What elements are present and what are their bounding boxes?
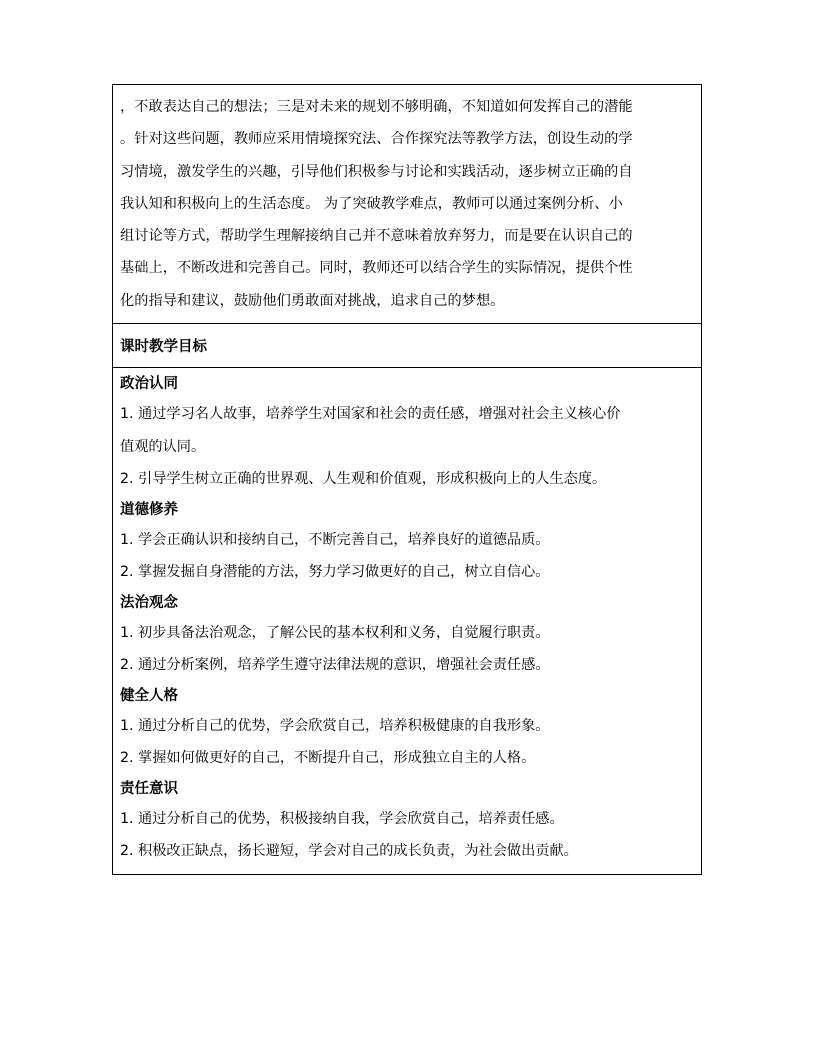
goal-item: 2. 引导学生树立正确的世界观、人生观和价值观，形成积极向上的人生态度。: [120, 471, 607, 488]
section-title: 道德修养: [120, 501, 178, 518]
goal-item: 2. 掌握如何做更好的自己，不断提升自己，形成独立自主的人格。: [120, 750, 536, 767]
teaching-difficulty-cell: [113, 85, 701, 324]
paragraph-line: ，不敢表达自己的想法；三是对未来的规划不够明确，不知道如何发挥自己的潜能: [120, 99, 633, 115]
paragraph-line: 我认知和积极向上的生活态度。 为了突破教学难点，教师可以通过案例分析、小: [120, 195, 623, 212]
goal-item: 1. 通过学习名人故事，培养学生对国家和社会的责任感，增强对社会主义核心价: [120, 406, 621, 423]
goal-item: 2. 掌握发掘自身潜能的方法，努力学习做更好的自己，树立自信心。: [120, 564, 550, 581]
paragraph-line: 化的指导和建议，鼓励他们勇敢面对挑战，追求自己的梦想。: [120, 292, 505, 309]
paragraph-line: 组讨论等方式，帮助学生理解接纳自己并不意味着放弃努力，而是要在认识自己的: [120, 228, 633, 245]
goal-item: 1. 学会正确认识和接纳自己，不断完善自己，培养良好的道德品质。: [120, 531, 550, 548]
goal-item: 1. 通过分析自己的优势，积极接纳自我，学会欣赏自己，培养责任感。: [120, 810, 564, 827]
goal-item: 2. 积极改正缺点，扬长避短，学会对自己的成长负责，为社会做出贡献。: [120, 843, 578, 860]
paragraph-line: 习情境，激发学生的兴趣，引导他们积极参与讨论和实践活动，逐步树立正确的自: [120, 163, 633, 180]
section-title: 政治认同: [120, 376, 178, 393]
paragraph-line: 。针对这些问题，教师应采用情境探究法、合作探究法等教学方法，创设生动的学: [120, 131, 633, 148]
goal-item: 1. 通过分析自己的优势，学会欣赏自己，培养积极健康的自我形象。: [120, 717, 550, 734]
goals-header-cell: [113, 324, 701, 368]
goals-header: 课时教学目标: [120, 339, 207, 356]
goals-cell: [113, 368, 701, 874]
section-title: 责任意识: [120, 780, 178, 797]
paragraph-line: 基础上，不断改进和完善自己。同时，教师还可以结合学生的实际情况，提供个性: [120, 260, 633, 277]
section-title: 法治观念: [120, 594, 178, 611]
goal-item: 1. 初步具备法治观念，了解公民的基本权利和义务，自觉履行职责。: [120, 624, 550, 641]
goal-item: 2. 通过分析案例，培养学生遵守法律法规的意识，增强社会责任感。: [120, 657, 550, 674]
section-title: 健全人格: [120, 687, 178, 704]
lesson-plan-table: [112, 84, 702, 875]
goal-item: 值观的认同。: [120, 438, 206, 455]
